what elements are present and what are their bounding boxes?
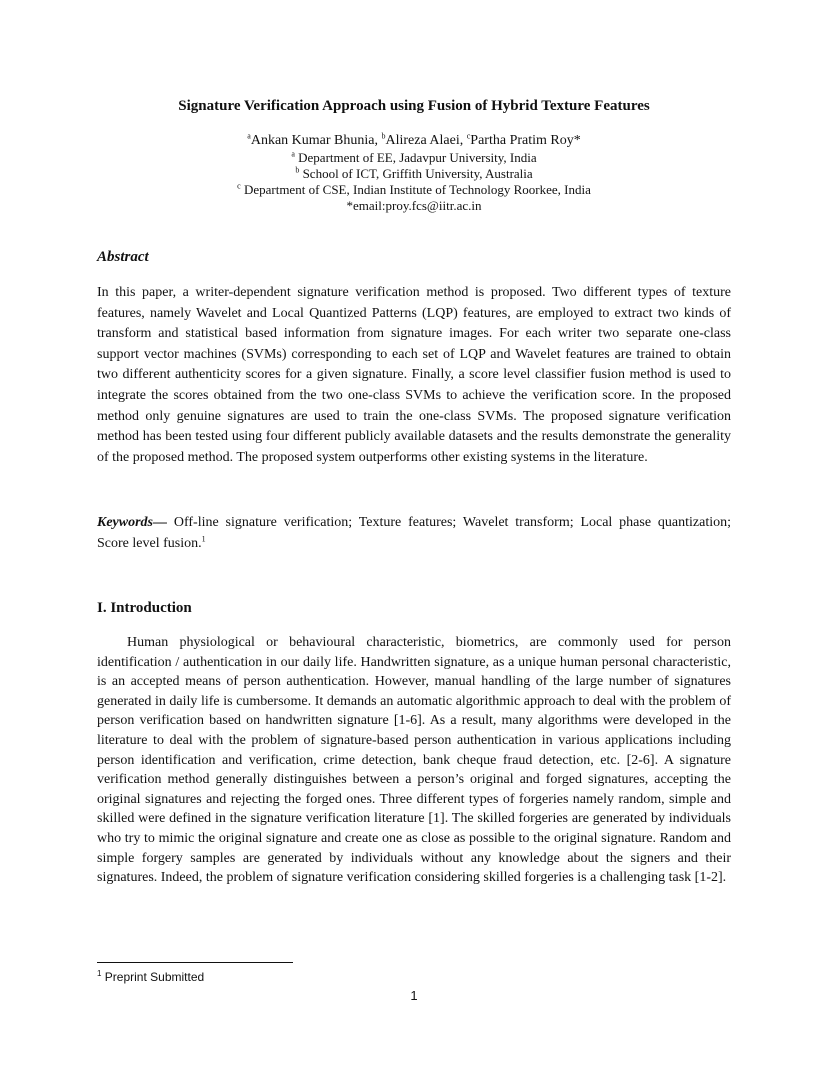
introduction-heading: I. Introduction bbox=[97, 600, 192, 616]
author-name: Ankan Kumar Bhunia, bbox=[250, 133, 382, 148]
author-sup: c bbox=[466, 131, 471, 141]
affiliation-sup: b bbox=[295, 165, 300, 175]
affiliation-sup: a bbox=[291, 149, 295, 159]
author-name: Partha Pratim Roy* bbox=[470, 133, 581, 148]
paper-title: Signature Verification Approach using Fusion of Hybrid Texture Features bbox=[178, 98, 650, 114]
keywords-text: Off-line signature verification; Texture features; Wavelet transform; Local phase quantization; Score level fusion. bbox=[97, 515, 731, 551]
affiliation-text: School of ICT, Griffith University, Australia bbox=[299, 166, 533, 181]
footnote-divider bbox=[97, 962, 293, 963]
affiliation-text: Department of CSE, Indian Institute of Technology Roorkee, India bbox=[240, 182, 591, 197]
footnote bbox=[97, 970, 204, 984]
footnote-text: Preprint Submitted bbox=[101, 970, 205, 984]
affiliation-sup: c bbox=[237, 181, 241, 191]
author-sup: a bbox=[247, 131, 251, 141]
keywords-label: Keywords— bbox=[97, 515, 167, 530]
author-sup: b bbox=[381, 131, 386, 141]
footnote-ref: 1 bbox=[201, 533, 206, 543]
affiliation bbox=[0, 182, 828, 198]
page-number: 1 bbox=[410, 988, 418, 1003]
introduction-text: Human physiological or behavioural characteristic, biometrics, are commonly used for person identification / authentication in our daily life. Handwritten signature, as a unique human personal characteristic, is an accepted means of person authentication. However, manual handling of the large number of signatures generated in daily life is cumbersome. It demands an automatic algorithmic approach to deal with the problem of person verification based on handwritten signature [1-6]. As a result, many algorithms were developed in the literature to deal with the problem of signature-based person authentication in various applications including person identification and verification, crime detection, bank cheque fraud detection, etc. [2-6]. A signature verification method generally distinguishes between a person’s original and forged signatures, accepting the original signatures and rejecting the forged ones. Three different types of forgeries namely random, simple and skilled were defined in the signature verification literature [1]. The skilled forgeries are generated by individuals who try to mimic the original signature and create one as close as possible to the original signature. Random and simple forgery samples are generated by individuals without any knowledge about the signers and their signatures. Indeed, the problem of signature verification considering skilled forgeries is a challenging task [1-2]. bbox=[97, 635, 731, 886]
footnote-mark: 1 bbox=[97, 969, 102, 978]
affiliation-text: Department of EE, Jadavpur University, India bbox=[294, 150, 537, 165]
abstract-text: In this paper, a writer-dependent signature verification method is proposed. Two different types of texture features, namely Wavelet and Local Quantized Patterns (LQP) features, are employed to extract two kinds of transform and statistical based information from signature images. For each writer two separate one-class support vector machines (SVMs) corresponding to each set of LQP and Wavelet features are trained to obtain two different authenticity scores for a given signature. Finally, a score level classifier fusion method is used to integrate the scores obtained from the two one-class SVMs to achieve the verification score. In the proposed method only genuine signatures are used to train the one-class SVMs. The proposed signature verification method has been tested using four different publicly available datasets and the results demonstrate the generality of the proposed method. The proposed system outperforms other existing systems in the literature. bbox=[97, 285, 731, 465]
author-email: *email:proy.fcs@iitr.ac.in bbox=[346, 198, 482, 213]
affiliation bbox=[0, 166, 828, 182]
author-name: Alireza Alaei, bbox=[385, 133, 467, 148]
affiliation bbox=[0, 150, 828, 166]
abstract-heading: Abstract bbox=[97, 249, 149, 265]
keywords bbox=[97, 513, 731, 554]
author-list bbox=[0, 133, 828, 149]
